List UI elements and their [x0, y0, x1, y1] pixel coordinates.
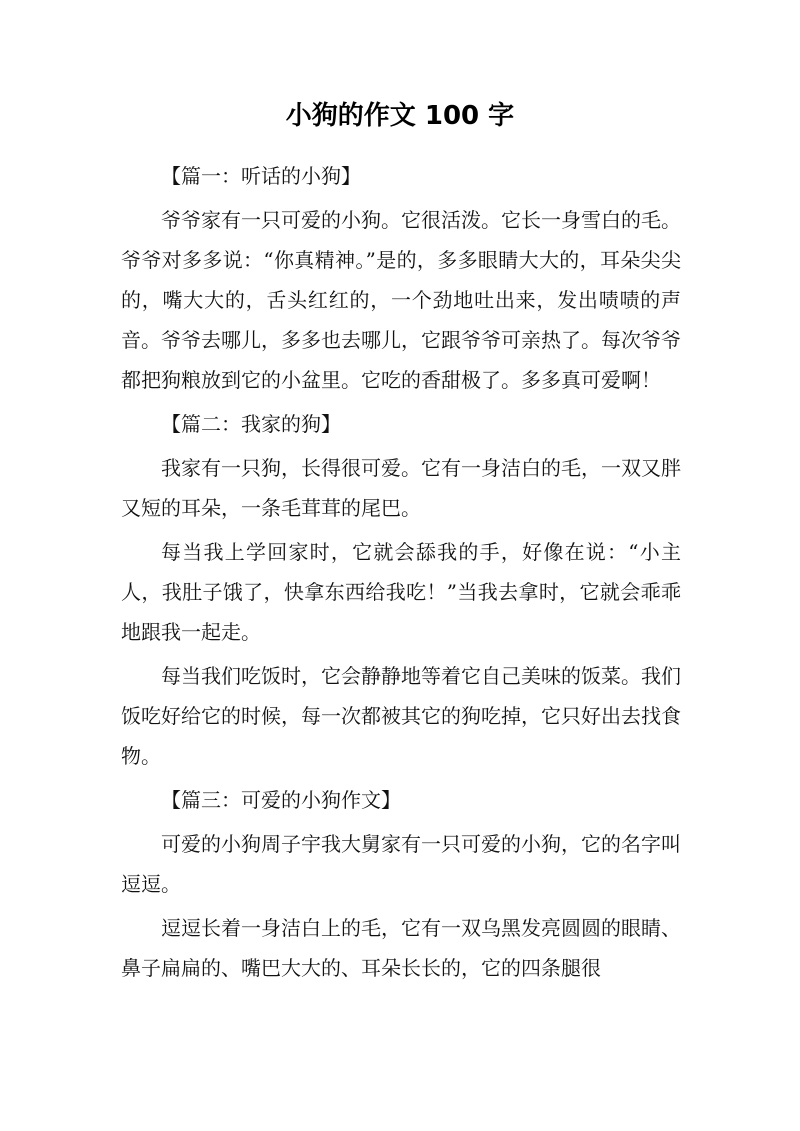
section-2	[121, 404, 681, 776]
document-body	[121, 156, 681, 992]
paragraph: 我家有一只狗，长得很可爱。它有一身洁白的毛，一双又胖又短的耳朵，一条毛茸茸的尾巴。	[121, 456, 681, 520]
paragraph: 每当我们吃饭时，它会静静地等着它自己美味的饭菜。我们饭吃好给它的时候，每一次都被其它的狗吃掉，它只好出去找食物。	[121, 664, 681, 768]
section-1	[121, 156, 681, 400]
section-3	[121, 780, 681, 988]
paragraph: 可爱的小狗周子宇我大舅家有一只可爱的小狗，它的名字叫逗逗。	[121, 832, 681, 896]
paragraph: 每当我上学回家时，它就会舔我的手，好像在说：“小主人，我肚子饿了，快拿东西给我吃！”当我去拿时，它就会乖乖地跟我一起走。	[121, 540, 681, 644]
paragraph: 逗逗长着一身洁白上的毛，它有一双乌黑发亮圆圆的眼睛、鼻子扁扁的、嘴巴大大的、耳朵长长的，它的四条腿很	[121, 916, 681, 980]
section-heading: 【篇一：听话的小狗】	[161, 164, 361, 188]
section-heading: 【篇二：我家的狗】	[161, 412, 341, 436]
paragraph: 爷爷家有一只可爱的小狗。它很活泼。它长一身雪白的毛。爷爷对多多说：“你真精神。”是的，多多眼睛大大的，耳朵尖尖的，嘴大大的，舌头红红的，一个劲地吐出来，发出啧啧的声音。爷爷去哪儿，多多也去哪儿，它跟爷爷可亲热了。每次爷爷都把狗粮放到它的小盆里。它吃的香甜极了。多多真可爱啊！	[121, 208, 681, 392]
document-title: 小狗的作文 100 字	[285, 101, 515, 131]
section-heading: 【篇三：可爱的小狗作文】	[161, 788, 401, 812]
